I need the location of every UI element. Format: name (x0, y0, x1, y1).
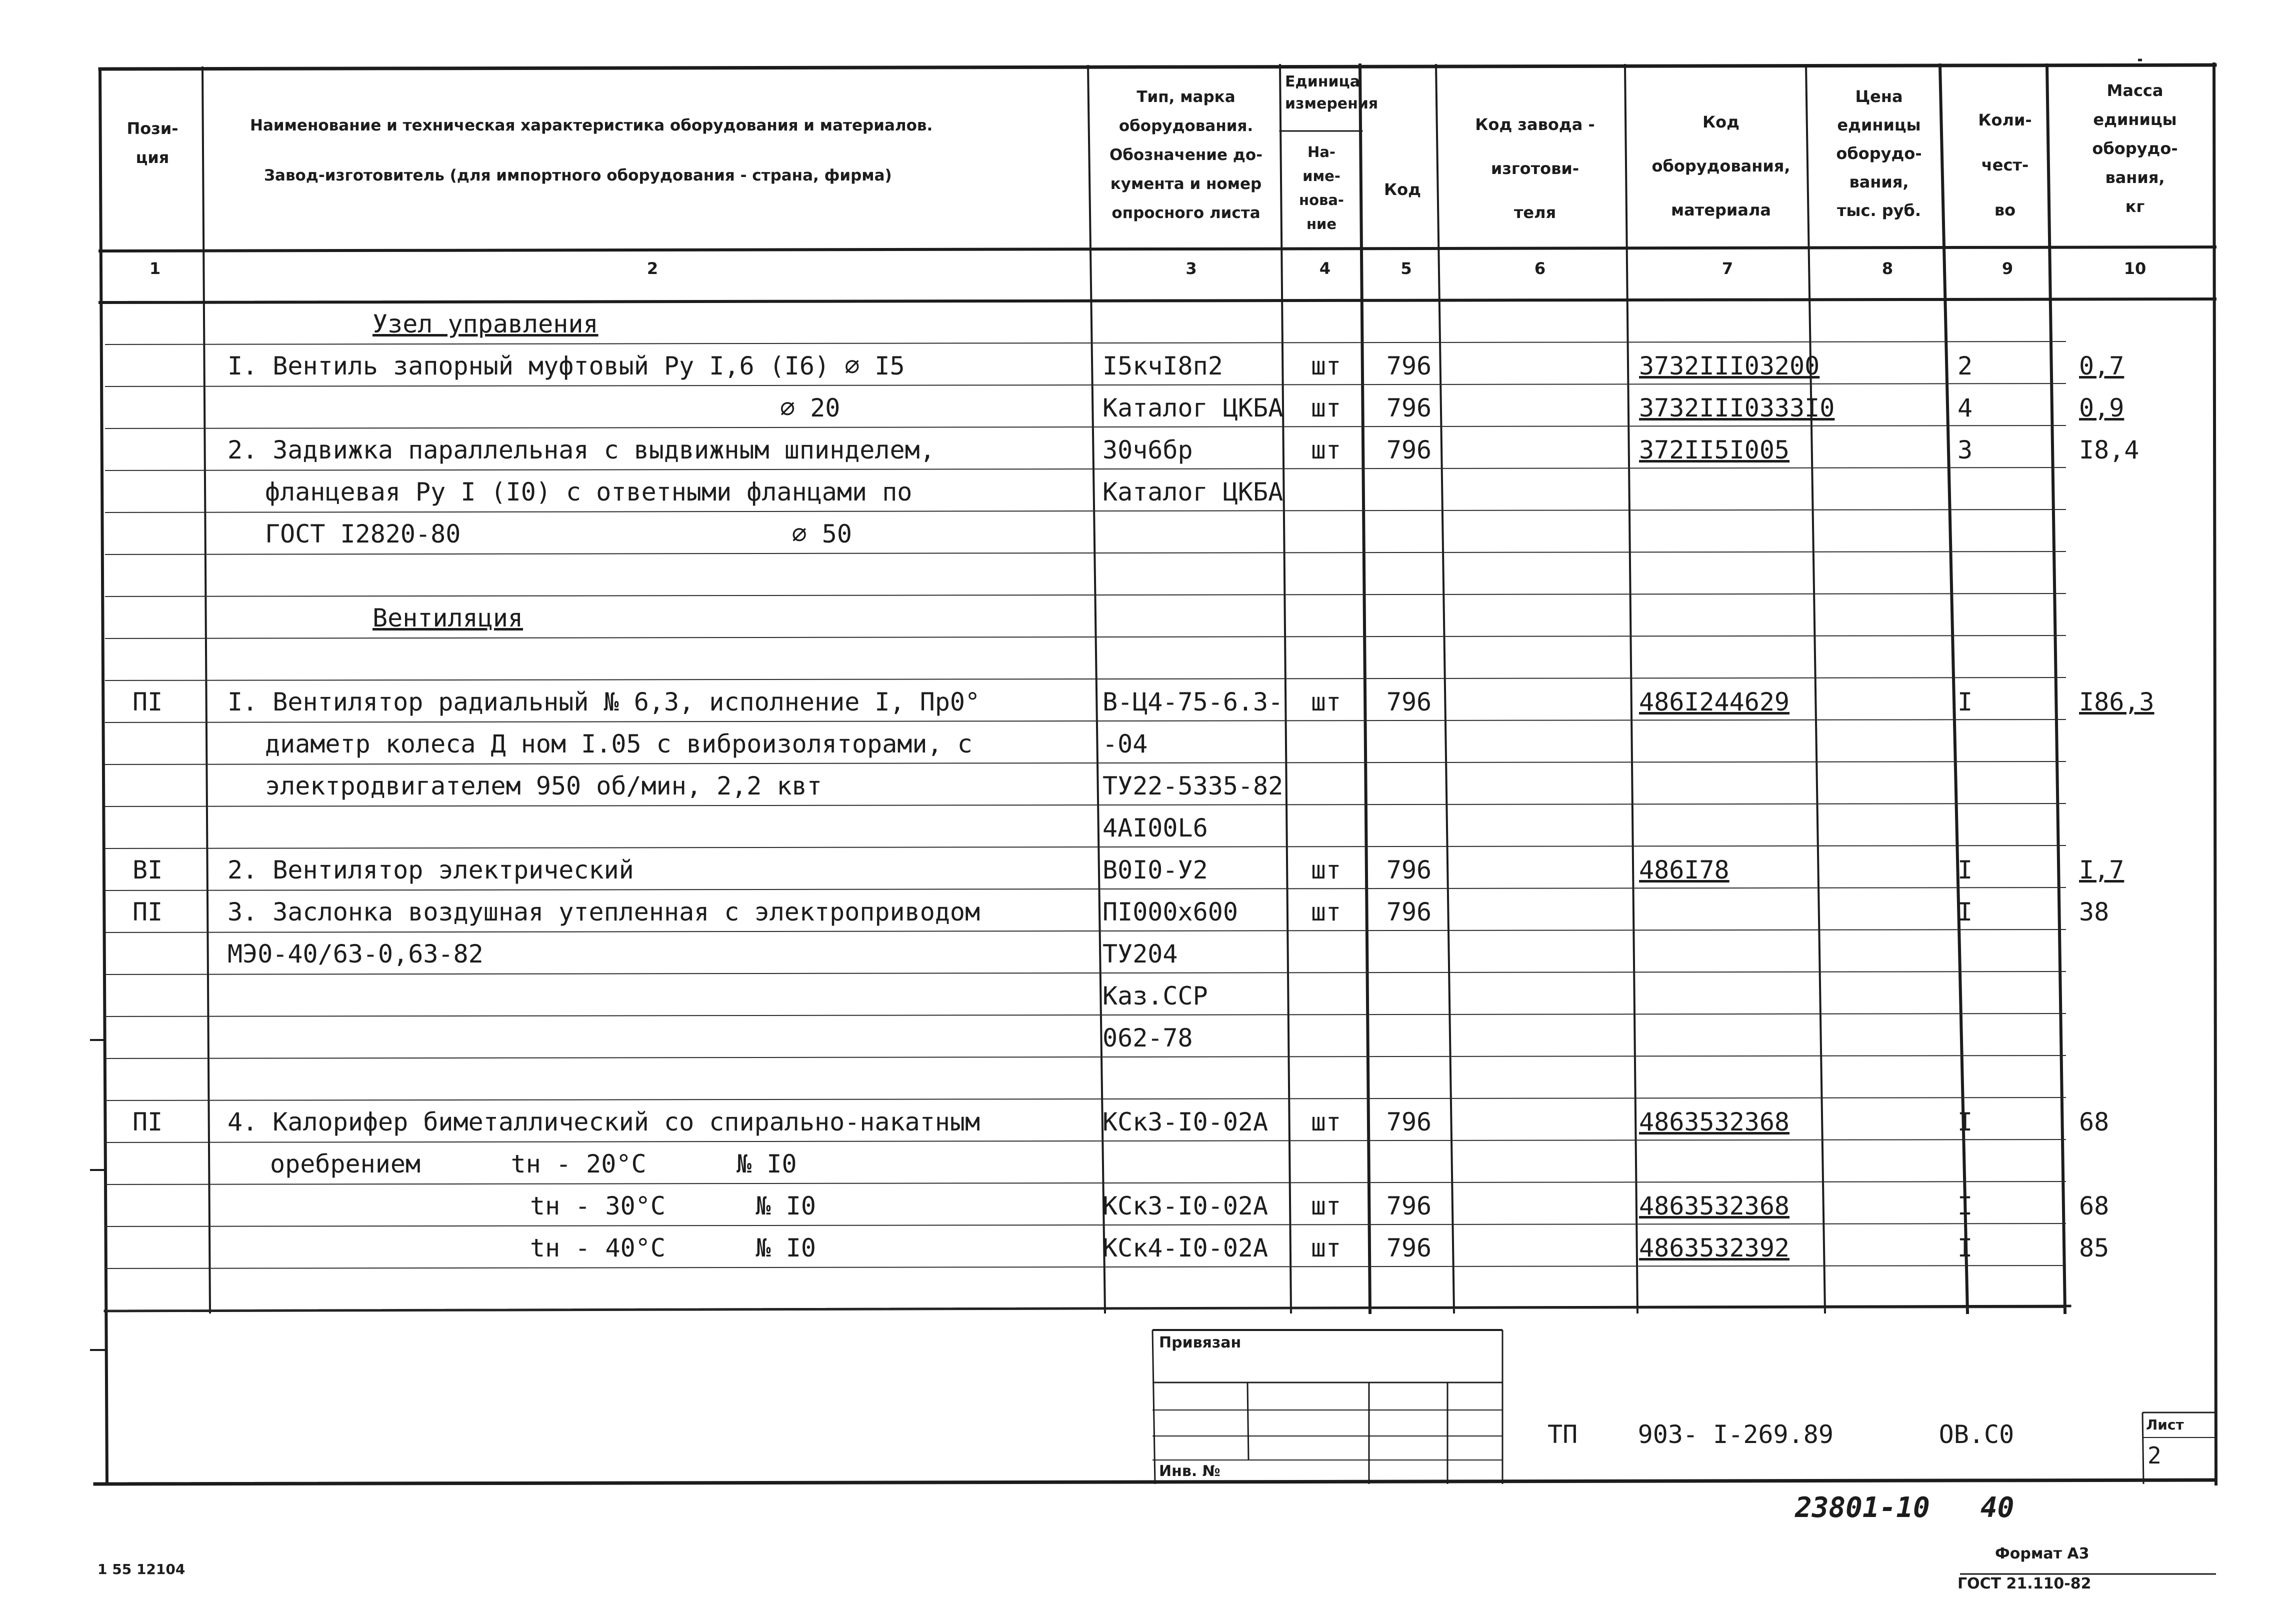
col-number-3: 3 (1186, 259, 1197, 278)
header-unit-name: На- име- нова- ние (1299, 144, 1344, 232)
row-name: 2. Вентилятор электрический (228, 856, 634, 884)
row-unit: шт (1310, 394, 1342, 422)
row-code: 796 (1386, 436, 1432, 464)
row-code: 796 (1386, 688, 1432, 716)
row-code: 796 (1386, 394, 1432, 422)
row-mass: 0,7 (2079, 352, 2124, 380)
row-type: 4АI00L6 (1102, 814, 1208, 842)
row-name: tн - 40°С № I0 (530, 1234, 816, 1262)
row-qty: I (1958, 898, 1973, 926)
row-qty: I (1958, 856, 1973, 884)
row-qty: I (1958, 1108, 1973, 1136)
header-unit-code: Код (1384, 180, 1421, 199)
row-unit: шт (1310, 688, 1342, 716)
row-name: 4. Калорифер биметаллический со спирально-накатным (228, 1108, 980, 1136)
row-type: -04 (1102, 730, 1148, 758)
row-unit: шт (1310, 1192, 1342, 1220)
row-name: I. Вентилятор радиальный № 6,3, исполнение I, Пр0° (228, 688, 980, 716)
row-eqcode: 3732III03200 (1639, 352, 1820, 380)
row-eqcode: 372II5I005 (1639, 436, 1790, 464)
row-name: ГОСТ I2820-80 ∅ 50 (265, 520, 852, 548)
row-type: В-Ц4-75-6.3- (1102, 688, 1284, 716)
row-unit: шт (1310, 1234, 1342, 1262)
row-code: 796 (1386, 1192, 1432, 1220)
row-name: МЭ0-40/63-0,63-82 (228, 940, 484, 968)
row-code: 796 (1386, 1234, 1432, 1262)
header-type: Тип, марка оборудования. Обозначение до- кумента и номер опросного листа (1109, 88, 1263, 222)
row-code: 796 (1386, 898, 1432, 926)
row-name: 3. Заслонка воздушная утепленная с электроприводом (228, 898, 980, 926)
col-number-6: 6 (1534, 259, 1546, 278)
sheet-number: 2 (2148, 1442, 2162, 1469)
header-name-line2: Завод-изготовитель (для импортного оборудования - страна, фирма) (264, 166, 892, 184)
row-pos: ВI (132, 856, 163, 884)
row-eqcode: 486I78 (1639, 856, 1730, 884)
footer-format: Формат А3 (1995, 1545, 2090, 1562)
row-type: ТУ204 (1102, 940, 1178, 968)
row-name: оребрением tн - 20°С № I0 (270, 1150, 797, 1178)
row-qty: I (1958, 1234, 1973, 1262)
row-type: I5кчI8п2 (1102, 352, 1223, 380)
row-type: ТУ22-5335-82 (1102, 772, 1284, 800)
header-price: Цена единицы оборудо- вания, тыс. руб. (1836, 87, 1922, 220)
header-quantity: Коли- чест- во (1978, 110, 2032, 220)
col-number-10: 10 (2124, 259, 2146, 278)
row-type: КСк4-I0-02А (1102, 1234, 1268, 1262)
col-number-1: 1 (149, 259, 161, 278)
header-plant-code: Код завода - изготови- теля (1475, 115, 1595, 222)
header-position: Пози- ция (126, 119, 178, 167)
row-unit: шт (1310, 1108, 1342, 1136)
row-name: 2. Задвижка параллельная с выдвижным шпинделем, (228, 436, 935, 464)
row-pos: ПI (132, 898, 163, 926)
col-number-7: 7 (1722, 259, 1734, 278)
row-unit: шт (1310, 856, 1342, 884)
handwritten-number: 23801-10 40 (1795, 1492, 2014, 1524)
row-qty: 2 (1958, 352, 1973, 380)
row-unit: шт (1310, 352, 1342, 380)
row-eqcode: 4863532392 (1639, 1234, 1790, 1262)
row-code: 796 (1386, 1108, 1432, 1136)
col-number-8: 8 (1882, 259, 1894, 278)
row-qty: 3 (1958, 436, 1973, 464)
row-eqcode: 4863532368 (1639, 1192, 1790, 1220)
col-number-9: 9 (2002, 259, 2014, 278)
row-mass: I86,3 (2079, 688, 2154, 716)
row-type: Каз.ССР (1102, 982, 1208, 1010)
row-type: Каталог ЦКБА (1102, 478, 1284, 506)
row-type: КСк3-I0-02А (1102, 1108, 1268, 1136)
row-name: ∅ 20 (780, 394, 840, 422)
col-number-2: 2 (646, 259, 658, 278)
row-mass: I8,4 (2079, 436, 2140, 464)
row-name: tн - 30°С № I0 (530, 1192, 816, 1220)
row-type: 062-78 (1102, 1024, 1193, 1052)
row-unit: шт (1310, 898, 1342, 926)
document-code: ТП 903- I-269.89 ОВ.С0 (1548, 1420, 2014, 1449)
row-code: 796 (1386, 856, 1432, 884)
row-name: диаметр колеса Д ном I.05 с виброизоляторами, с (265, 730, 972, 758)
row-name: электродвигателем 950 об/мин, 2,2 квт (265, 772, 822, 800)
header-name-line1: Наименование и техническая характеристика оборудования и материалов. (250, 116, 933, 134)
row-type: 30ч6бр (1102, 436, 1193, 464)
row-mass: 0,9 (2079, 394, 2124, 422)
row-eqcode: 4863532368 (1639, 1108, 1790, 1136)
row-type: ПI000х600 (1102, 898, 1238, 926)
row-type: В0I0-У2 (1102, 856, 1208, 884)
footer-gost: ГОСТ 21.110-82 (1958, 1575, 2092, 1592)
row-eqcode: 486I244629 (1639, 688, 1790, 716)
header-equipment-code: Код оборудования, материала (1652, 112, 1790, 220)
row-type: Каталог ЦКБА (1102, 394, 1284, 422)
row-name: Вентиляция (372, 604, 524, 632)
row-code: 796 (1386, 352, 1432, 380)
row-type: КСк3-I0-02А (1102, 1192, 1268, 1220)
col-number-5: 5 (1400, 259, 1412, 278)
footer-left-code: 1 55 12104 (98, 1561, 186, 1578)
row-qty: I (1958, 688, 1973, 716)
col-number-4: 4 (1319, 259, 1331, 278)
row-name: фланцевая Ру I (I0) с ответными фланцами по (265, 478, 912, 506)
stamp-privyazan: Привязан (1159, 1334, 1242, 1352)
row-mass: 68 (2079, 1108, 2110, 1136)
row-eqcode: 3732III0333I0 (1639, 394, 1835, 422)
row-pos: ПI (132, 1108, 163, 1136)
row-qty: 4 (1958, 394, 1973, 422)
row-unit: шт (1310, 436, 1342, 464)
row-name: I. Вентиль запорный муфтовый Ру I,6 (I6) ∅ I5 (228, 352, 905, 380)
row-mass: 85 (2079, 1234, 2110, 1262)
stamp-inv-no: Инв. № (1159, 1462, 1220, 1480)
header-mass: Масса единицы оборудо- вания, кг (2092, 81, 2178, 216)
row-mass: 68 (2079, 1192, 2110, 1220)
row-mass: I,7 (2079, 856, 2124, 884)
row-mass: 38 (2079, 898, 2110, 926)
row-name: Узел управления (372, 310, 598, 338)
row-pos: ПI (132, 688, 163, 716)
sheet-label: Лист (2146, 1416, 2184, 1433)
row-qty: I (1958, 1192, 1973, 1220)
header-unit-group: Единица измерения (1285, 73, 1378, 112)
